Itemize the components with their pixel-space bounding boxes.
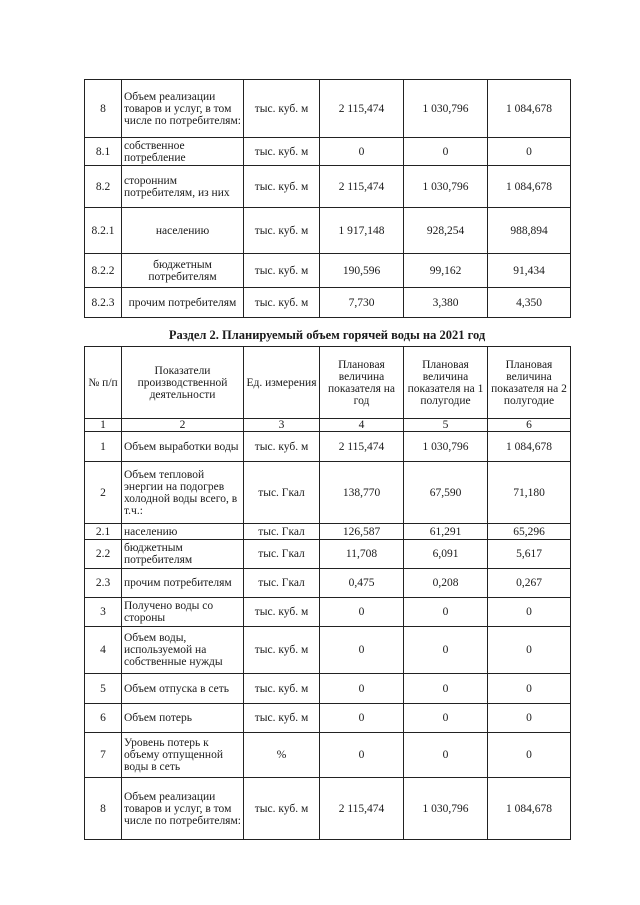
half1-value: 0,208 xyxy=(404,569,488,598)
table-row xyxy=(85,80,571,138)
table-row xyxy=(85,524,571,540)
indicator-name: бюджетным потребителям xyxy=(122,254,244,288)
half2-value: 0 xyxy=(488,704,571,733)
unit-cell: тыс. куб. м xyxy=(244,166,320,208)
half2-value: 1 084,678 xyxy=(488,432,571,462)
row-number: 2.1 xyxy=(85,524,122,540)
indicator-name: Объем выработки воды xyxy=(122,432,244,462)
half1-value: 1 030,796 xyxy=(404,778,488,840)
table-row xyxy=(85,208,571,254)
half1-value: 0 xyxy=(404,598,488,627)
row-number: 5 xyxy=(85,674,122,704)
row-number: 8 xyxy=(85,80,122,138)
section-title: Раздел 2. Планируемый объем горячей воды на 2021 год xyxy=(168,328,486,342)
year-value: 2 115,474 xyxy=(320,432,404,462)
table-row xyxy=(85,569,571,598)
indicator-name: Объем тепловой энергии на подогрев холодной воды всего, в т.ч.: xyxy=(122,462,244,524)
unit-cell: тыс. куб. м xyxy=(244,627,320,674)
row-number: 6 xyxy=(85,704,122,733)
header-half2: Плановая величина показателя на 2 полугодие xyxy=(488,347,571,419)
year-value: 190,596 xyxy=(320,254,404,288)
row-number: 4 xyxy=(85,627,122,674)
col-number: 2 xyxy=(122,419,244,432)
year-value: 2 115,474 xyxy=(320,166,404,208)
indicator-name: Объем потерь xyxy=(122,704,244,733)
year-value: 0 xyxy=(320,627,404,674)
indicator-name: собственное потребление xyxy=(122,138,244,166)
row-number: 2.3 xyxy=(85,569,122,598)
table-row xyxy=(85,540,571,569)
half1-value: 67,590 xyxy=(404,462,488,524)
indicator-name: населению xyxy=(122,208,244,254)
row-number: 8.1 xyxy=(85,138,122,166)
year-value: 0 xyxy=(320,704,404,733)
half2-value: 0 xyxy=(488,138,571,166)
unit-cell: тыс. куб. м xyxy=(244,674,320,704)
half2-value: 988,894 xyxy=(488,208,571,254)
half1-value: 0 xyxy=(404,627,488,674)
unit-cell: тыс. Гкал xyxy=(244,569,320,598)
year-value: 2 115,474 xyxy=(320,80,404,138)
hot-water-plan-table xyxy=(84,346,571,840)
unit-cell: тыс. куб. м xyxy=(244,208,320,254)
indicator-name: бюджетным потребителям xyxy=(122,540,244,569)
header-row xyxy=(85,347,571,419)
half2-value: 71,180 xyxy=(488,462,571,524)
half2-value: 4,350 xyxy=(488,288,571,318)
unit-cell: тыс. куб. м xyxy=(244,138,320,166)
half1-value: 0 xyxy=(404,674,488,704)
half2-value: 0,267 xyxy=(488,569,571,598)
half2-value: 0 xyxy=(488,598,571,627)
year-value: 0 xyxy=(320,598,404,627)
row-number: 7 xyxy=(85,733,122,778)
table-row xyxy=(85,598,571,627)
year-value: 11,708 xyxy=(320,540,404,569)
unit-cell: тыс. куб. м xyxy=(244,778,320,840)
unit-cell: тыс. куб. м xyxy=(244,254,320,288)
header-unit: Ед. измерения xyxy=(244,347,320,419)
half1-value: 1 030,796 xyxy=(404,80,488,138)
half2-value: 5,617 xyxy=(488,540,571,569)
half1-value: 0 xyxy=(404,704,488,733)
half1-value: 1 030,796 xyxy=(404,432,488,462)
half1-value: 99,162 xyxy=(404,254,488,288)
half1-value: 0 xyxy=(404,138,488,166)
indicator-name: Получено воды со стороны xyxy=(122,598,244,627)
year-value: 2 115,474 xyxy=(320,778,404,840)
indicator-name: Объем воды, используемой на собственные нужды xyxy=(122,627,244,674)
table-row xyxy=(85,254,571,288)
unit-cell: тыс. куб. м xyxy=(244,288,320,318)
half2-value: 65,296 xyxy=(488,524,571,540)
header-year: Плановая величина показателя на год xyxy=(320,347,404,419)
indicator-name: Объем реализации товаров и услуг, в том числе по потребителям: xyxy=(122,778,244,840)
table-row xyxy=(85,138,571,166)
col-number: 1 xyxy=(85,419,122,432)
header-half1: Плановая величина показателя на 1 полугодие xyxy=(404,347,488,419)
col-number: 4 xyxy=(320,419,404,432)
table-row xyxy=(85,627,571,674)
indicator-name: прочим потребителям xyxy=(122,569,244,598)
unit-cell: тыс. Гкал xyxy=(244,540,320,569)
unit-cell: тыс. куб. м xyxy=(244,432,320,462)
half1-value: 1 030,796 xyxy=(404,166,488,208)
indicator-name: прочим потребителям xyxy=(122,288,244,318)
table-row xyxy=(85,166,571,208)
row-number: 8 xyxy=(85,778,122,840)
table-row xyxy=(85,288,571,318)
row-number: 8.2.3 xyxy=(85,288,122,318)
indicator-name: населению xyxy=(122,524,244,540)
year-value: 0,475 xyxy=(320,569,404,598)
header-name: Показатели производственной деятельности xyxy=(122,347,244,419)
unit-cell: тыс. куб. м xyxy=(244,598,320,627)
half1-value: 928,254 xyxy=(404,208,488,254)
row-number: 8.2.2 xyxy=(85,254,122,288)
unit-cell: тыс. Гкал xyxy=(244,462,320,524)
half2-value: 0 xyxy=(488,733,571,778)
col-number: 3 xyxy=(244,419,320,432)
year-value: 138,770 xyxy=(320,462,404,524)
year-value: 0 xyxy=(320,138,404,166)
col-number: 6 xyxy=(488,419,571,432)
header-num: № п/п xyxy=(85,347,122,419)
row-number: 1 xyxy=(85,432,122,462)
unit-cell: тыс. Гкал xyxy=(244,524,320,540)
table-row xyxy=(85,704,571,733)
year-value: 7,730 xyxy=(320,288,404,318)
half2-value: 1 084,678 xyxy=(488,80,571,138)
half2-value: 0 xyxy=(488,674,571,704)
indicator-name: Объем отпуска в сеть xyxy=(122,674,244,704)
unit-cell: тыс. куб. м xyxy=(244,80,320,138)
row-number: 8.2.1 xyxy=(85,208,122,254)
half1-value: 3,380 xyxy=(404,288,488,318)
half2-value: 91,434 xyxy=(488,254,571,288)
half1-value: 0 xyxy=(404,733,488,778)
table-row xyxy=(85,674,571,704)
column-number-row xyxy=(85,419,571,432)
year-value: 1 917,148 xyxy=(320,208,404,254)
table-row xyxy=(85,733,571,778)
year-value: 0 xyxy=(320,733,404,778)
row-number: 2 xyxy=(85,462,122,524)
row-number: 8.2 xyxy=(85,166,122,208)
production-table-continuation xyxy=(84,79,571,318)
table-row xyxy=(85,778,571,840)
unit-cell: тыс. куб. м xyxy=(244,704,320,733)
col-number: 5 xyxy=(404,419,488,432)
half2-value: 1 084,678 xyxy=(488,778,571,840)
year-value: 0 xyxy=(320,674,404,704)
indicator-name: Уровень потерь к объему отпущенной воды в сеть xyxy=(122,733,244,778)
half1-value: 61,291 xyxy=(404,524,488,540)
half2-value: 0 xyxy=(488,627,571,674)
half2-value: 1 084,678 xyxy=(488,166,571,208)
indicator-name: сторонним потребителям, из них xyxy=(122,166,244,208)
table-row xyxy=(85,432,571,462)
table-row xyxy=(85,462,571,524)
indicator-name: Объем реализации товаров и услуг, в том числе по потребителям: xyxy=(122,80,244,138)
unit-cell: % xyxy=(244,733,320,778)
year-value: 126,587 xyxy=(320,524,404,540)
half1-value: 6,091 xyxy=(404,540,488,569)
row-number: 3 xyxy=(85,598,122,627)
row-number: 2.2 xyxy=(85,540,122,569)
